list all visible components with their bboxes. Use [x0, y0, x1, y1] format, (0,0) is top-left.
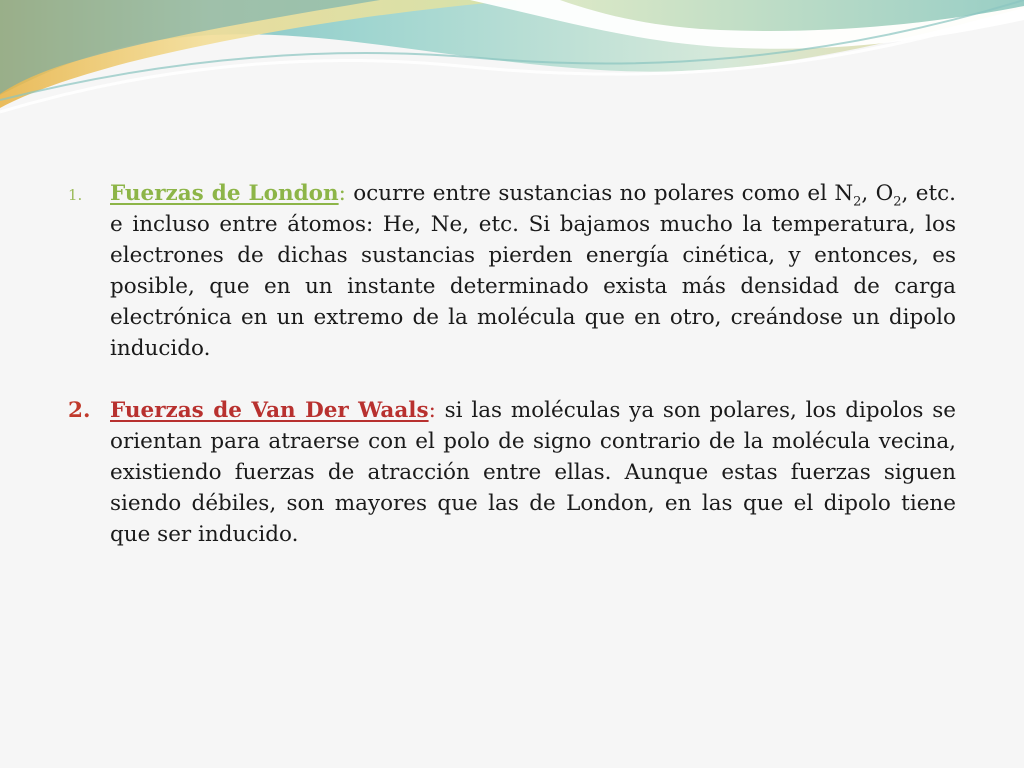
item-text: si las moléculas ya son polares, los dipolos se orientan para atraerse con el polo de signo contrario de la molécula vecina, existiendo fuerzas de atracción entre ellas. Aunque estas fuerzas siguen siendo débiles, son mayores que las de London, en las que el dipolo tiene que ser inducido. — [110, 398, 956, 547]
subscript: 2 — [893, 194, 902, 210]
term-colon: : — [428, 398, 436, 423]
list-number: 1. — [68, 186, 83, 204]
term-title-london: Fuerzas de London — [110, 181, 339, 206]
list-item-london — [68, 178, 956, 364]
item-text: , O — [861, 181, 894, 206]
decorative-wave-header — [0, 0, 1024, 130]
subscript: 2 — [853, 194, 862, 210]
list-item-van-der-waals — [68, 395, 956, 550]
list-number: 2. — [68, 398, 91, 423]
term-colon: : — [338, 181, 346, 206]
content-list — [68, 178, 956, 550]
term-title-van-der-waals: Fuerzas de Van Der Waals — [110, 398, 429, 423]
item-text: , etc. e incluso entre átomos: He, Ne, etc. Si bajamos mucho la temperatura, los electrones de dichas sustancias pierden energía cinética, y entonces, es posible, que en un instante determinado exista más densidad de carga electrónica en un extremo de la molécula que en otro, creándose un dipolo inducido. — [110, 181, 956, 361]
item-text: ocurre entre sustancias no polares como el N — [353, 181, 854, 206]
